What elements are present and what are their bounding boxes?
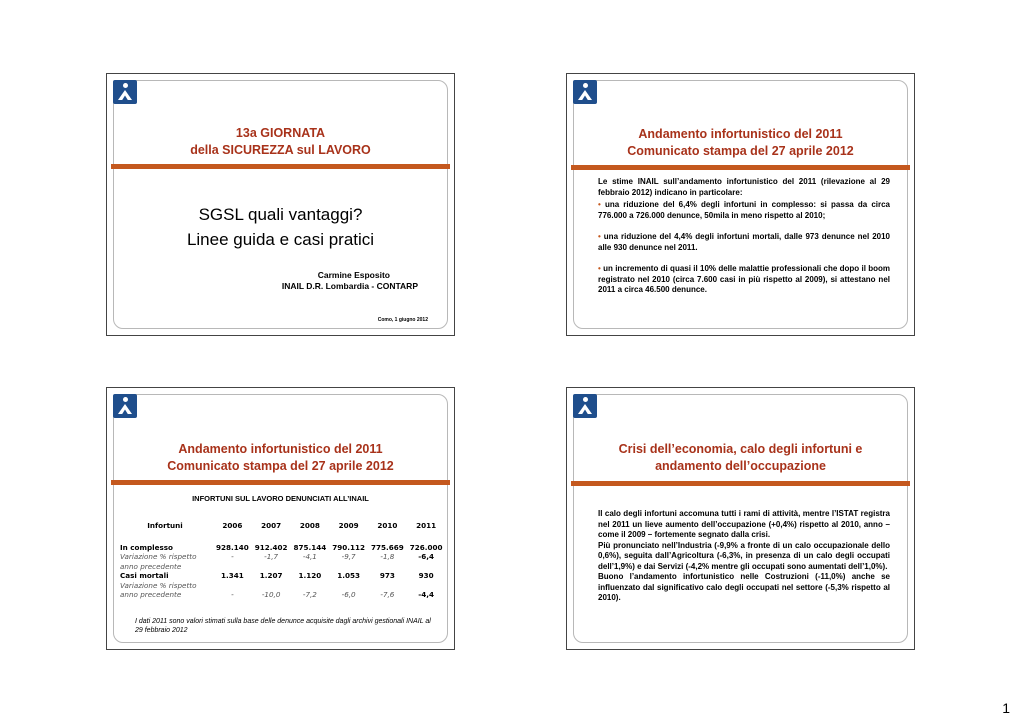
bullet-icon: • bbox=[598, 264, 604, 273]
slide-4-body bbox=[598, 509, 890, 604]
inail-logo-icon bbox=[113, 80, 137, 104]
table-header-cell: 2008 bbox=[299, 521, 320, 531]
inail-logo-icon bbox=[573, 394, 597, 418]
slide-4 bbox=[566, 387, 915, 650]
presentation-date: Como, 1 giugno 2012 bbox=[377, 317, 428, 323]
heading-line-1: SGSL quali vantaggi? bbox=[198, 205, 363, 224]
inail-logo-icon bbox=[573, 80, 597, 104]
table-row: anno precedente bbox=[120, 561, 182, 571]
slide-1-title bbox=[107, 125, 454, 159]
bullet-item: • una riduzione del 6,4% degli infortuni in complesso: si passa da circa 776.000 a 726.000 denunce, 50mila in meno rispetto al 2010; bbox=[598, 200, 890, 220]
title-line-2: Comunicato stampa del 27 aprile 2012 bbox=[627, 144, 854, 158]
table-header-cell: 2007 bbox=[261, 521, 282, 531]
title-line-2: andamento dell’occupazione bbox=[655, 459, 826, 473]
slide-2-body bbox=[598, 177, 890, 296]
title-line-1: Crisi dell’economia, calo degli infortuni e bbox=[618, 442, 863, 456]
bullet-icon: • bbox=[598, 232, 604, 241]
bullet-item: • un incremento di quasi il 10% delle malattie professionali che dopo il boom registrato nel 2010 (circa 7.600 casi in più rispetto al 2009), si attestano nel 2011 a circa 46.500 denunce. bbox=[598, 264, 890, 294]
slide-3 bbox=[106, 387, 455, 650]
injuries-table bbox=[117, 521, 446, 600]
title-line-1: Andamento infortunistico del 2011 bbox=[178, 442, 383, 456]
title-line-2: Comunicato stampa del 27 aprile 2012 bbox=[167, 459, 394, 473]
table-header-cell: 2011 bbox=[416, 521, 437, 531]
table-header-cell: 2006 bbox=[222, 521, 243, 531]
presentation-heading bbox=[107, 202, 454, 252]
heading-line-2: Linee guida e casi pratici bbox=[186, 230, 375, 249]
table-header-cell: 2009 bbox=[338, 521, 359, 531]
author-affiliation: INAIL D.R. Lombardia - CONTARP bbox=[281, 281, 418, 291]
bullet-icon: • bbox=[598, 200, 605, 209]
page-number: 1 bbox=[1002, 700, 1010, 716]
slide-3-title bbox=[107, 441, 454, 475]
title-line-2: della SICUREZZA sul LAVORO bbox=[190, 143, 371, 157]
table-row: anno precedente - -10,0 -7,2 -6,0 -7,6 -4,4 bbox=[120, 590, 434, 600]
table-header-cell: 2010 bbox=[377, 521, 398, 531]
table-header-row bbox=[117, 521, 446, 531]
table-note: I dati 2011 sono valori stimati sulla base delle denunce acquisite dagli archivi gestionali INAIL al 29 febbraio 2012 bbox=[135, 618, 431, 634]
paragraph: Buono l’andamento infortunistico nelle Costruzioni (-11,0%) anche se influenzato dal significativo calo degli occupati nel settore (-5,3% rispetto al 2010). bbox=[598, 572, 890, 602]
title-divider bbox=[111, 164, 450, 169]
slide-frame bbox=[113, 394, 448, 643]
intro-text: Le stime INAIL sull’andamento infortunistico del 2011 (rilevazione al 29 febbraio 2012) indicano in particolare: bbox=[598, 177, 890, 197]
title-divider bbox=[111, 480, 450, 485]
paragraph: Il calo degli infortuni accomuna tutti i rami di attività, mentre l’ISTAT registra nel 2011 un lieve aumento dell’occupazione (+0,4%) rispetto al 2010, anno – come il 2009 – fortemente segnato dalla crisi. bbox=[598, 509, 890, 539]
slide-2 bbox=[566, 73, 915, 336]
inail-logo-icon bbox=[113, 394, 137, 418]
table-title: INFORTUNI SUL LAVORO DENUNCIATI ALL’INAIL bbox=[192, 494, 369, 503]
author-name: Carmine Esposito bbox=[317, 270, 390, 280]
slide-1 bbox=[106, 73, 455, 336]
table-row: In complesso 928.140 912.402 875.144 790.112 775.669 726.000 bbox=[120, 542, 443, 552]
table-header-cell: Infortuni bbox=[147, 521, 183, 531]
paragraph: Più pronunciato nell’Industria (-9,9% a fronte di un calo occupazionale dello 0,6%), seguita dall’Agricoltura (-6,3%, in presenza di un calo degli occupati dell’1,9%) e dai Servizi (-4,2% mentre gli occupati sono aumentati dell’1,0%). bbox=[598, 540, 890, 571]
title-line-1: 13a GIORNATA bbox=[235, 126, 326, 140]
title-divider bbox=[571, 481, 910, 486]
table-row: Variazione % rispetto bbox=[120, 580, 197, 590]
slide-2-title bbox=[567, 126, 914, 160]
title-line-1: Andamento infortunistico del 2011 bbox=[638, 127, 843, 141]
author-block bbox=[282, 270, 418, 292]
bullet-item: • una riduzione del 4,4% degli infortuni mortali, dalle 973 denunce nel 2010 alle 930 denunce nel 2011. bbox=[598, 232, 891, 252]
title-divider bbox=[571, 165, 910, 170]
slide-4-title bbox=[567, 441, 914, 475]
table-row: Variazione % rispetto - -1,7 -4,1 -9,7 -1,8 -6,4 bbox=[120, 552, 434, 562]
table-row: Casi mortali 1.341 1.207 1.120 1.053 973 930 bbox=[120, 571, 434, 581]
